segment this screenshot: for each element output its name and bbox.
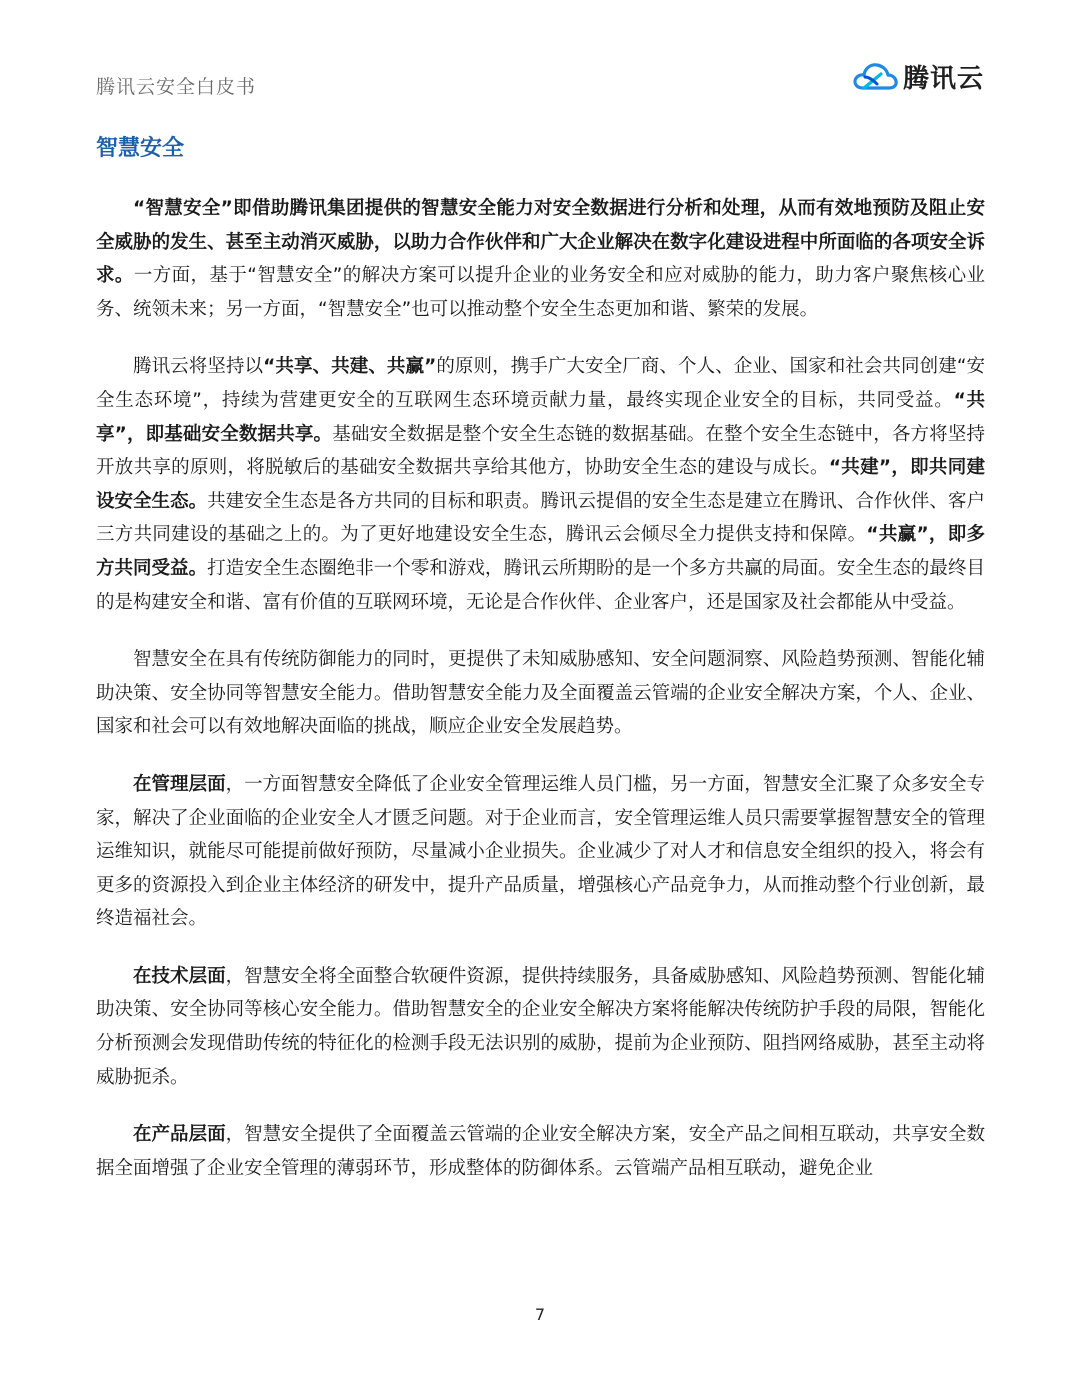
paragraph: [96, 1118, 985, 1185]
text-segment: ，智慧安全提供了全面覆盖云管端的企业安全解决方案，安全产品之间相互联动，共享安全数据全面增强了企业安全管理的薄弱环节，形成整体的防御体系。云管端产品相互联动，避免企业: [96, 1124, 985, 1179]
paragraph: [96, 192, 985, 326]
tencent-cloud-logo: [851, 58, 984, 95]
bold-text-segment: 在管理层面: [133, 773, 226, 795]
paragraph: [96, 350, 985, 619]
section-title: 智慧安全: [96, 136, 185, 161]
bold-text-segment: “共享”，即基础安全数据共享。: [96, 389, 985, 445]
bold-text-segment: “共建”，即共同建设安全生态。: [96, 457, 985, 512]
paragraph: [96, 768, 985, 936]
paragraph: [96, 960, 985, 1094]
text-segment: 一方面，基于“智慧安全”的解决方案可以提升企业的业务安全和应对威胁的能力，助力客户聚焦核心业务、统领未来；另一方面，“智慧安全”也可以推动整个安全生态更加和谐、繁荣的发展。: [96, 265, 985, 320]
text-segment: 智慧安全在具有传统防御能力的同时，更提供了未知威胁感知、安全问题洞察、风险趋势预测、智能化辅助决策、安全协同等智慧安全能力。借助智慧安全能力及全面覆盖云管端的企业安全解决方案，个人、企业、国家和社会可以有效地解决面临的挑战，顺应企业安全发展趋势。: [96, 649, 985, 738]
document-header-title: 腾讯云安全白皮书: [96, 76, 257, 98]
paragraph: [96, 643, 985, 744]
tencent-cloud-logo-icon: [851, 60, 899, 94]
body-content: [96, 192, 985, 1209]
text-segment: 基础安全数据是整个安全生态链的数据基础。在整个安全生态链中，各方将坚持开放共享的原则，将脱敏后的基础安全数据共享给其他方，协助安全生态的建设与成长。: [96, 423, 985, 479]
text-segment: ，一方面智慧安全降低了企业安全管理运维人员门槛，另一方面，智慧安全汇聚了众多安全专家，解决了企业面临的企业安全人才匮乏问题。对于企业而言，安全管理运维人员只需要掌握智慧安全的管理运维知识，就能尽可能提前做好预防，尽量减小企业损失。企业减少了对人才和信息安全组织的投入，将会有更多的资源投入到企业主体经济的研发中，提升产品质量，增强核心产品竞争力，从而推动整个行业创新，最终造福社会。: [96, 773, 985, 930]
text-segment: 共建安全生态是各方共同的目标和职责。腾讯云提倡的安全生态是建立在腾讯、合作伙伴、客户三方共同建设的基础之上的。为了更好地建设安全生态，腾讯云会倾尽全力提供支持和保障。: [96, 490, 985, 546]
bold-text-segment: “智慧安全”即借助腾讯集团提供的智慧安全能力对安全数据进行分析和处理，从而有效地预防及阻止安全威胁的发生、甚至主动消灭威胁，以助力合作伙伴和广大企业解决在数字化建设进程中所面临的各项安全诉求。: [96, 198, 985, 287]
text-segment: 的原则，携手广大安全厂商、个人、企业、国家和社会共同创建“安全生态环境”，持续为营建更安全的互联网生态环境贡献力量，最终实现企业安全的目标，共同受益。: [96, 356, 985, 411]
bold-text-segment: 在产品层面: [133, 1124, 226, 1146]
bold-text-segment: “共享、共建、共赢”: [263, 356, 437, 378]
text-segment: ，智慧安全将全面整合软硬件资源，提供持续服务，具备威胁感知、风险趋势预测、智能化辅助决策、安全协同等核心安全能力。借助智慧安全的企业安全解决方案将能解决传统防护手段的局限，智能化分析预测会发现借助传统的特征化的检测手段无法识别的威胁，提前为企业预防、阻挡网络威胁，甚至主动将威胁扼杀。: [96, 965, 985, 1088]
bold-text-segment: “共赢”，即多方共同受益。: [96, 524, 985, 579]
page-number: 7: [534, 1305, 546, 1324]
text-segment: 腾讯云将坚持以: [133, 356, 264, 378]
text-segment: 打造安全生态圈绝非一个零和游戏，腾讯云所期盼的是一个多方共赢的局面。安全生态的最终目的是构建安全和谐、富有价值的互联网环境，无论是合作伙伴、企业客户，还是国家及社会都能从中受益。: [96, 557, 985, 613]
logo-text: 腾讯云: [902, 64, 984, 94]
bold-text-segment: 在技术层面: [133, 965, 226, 987]
